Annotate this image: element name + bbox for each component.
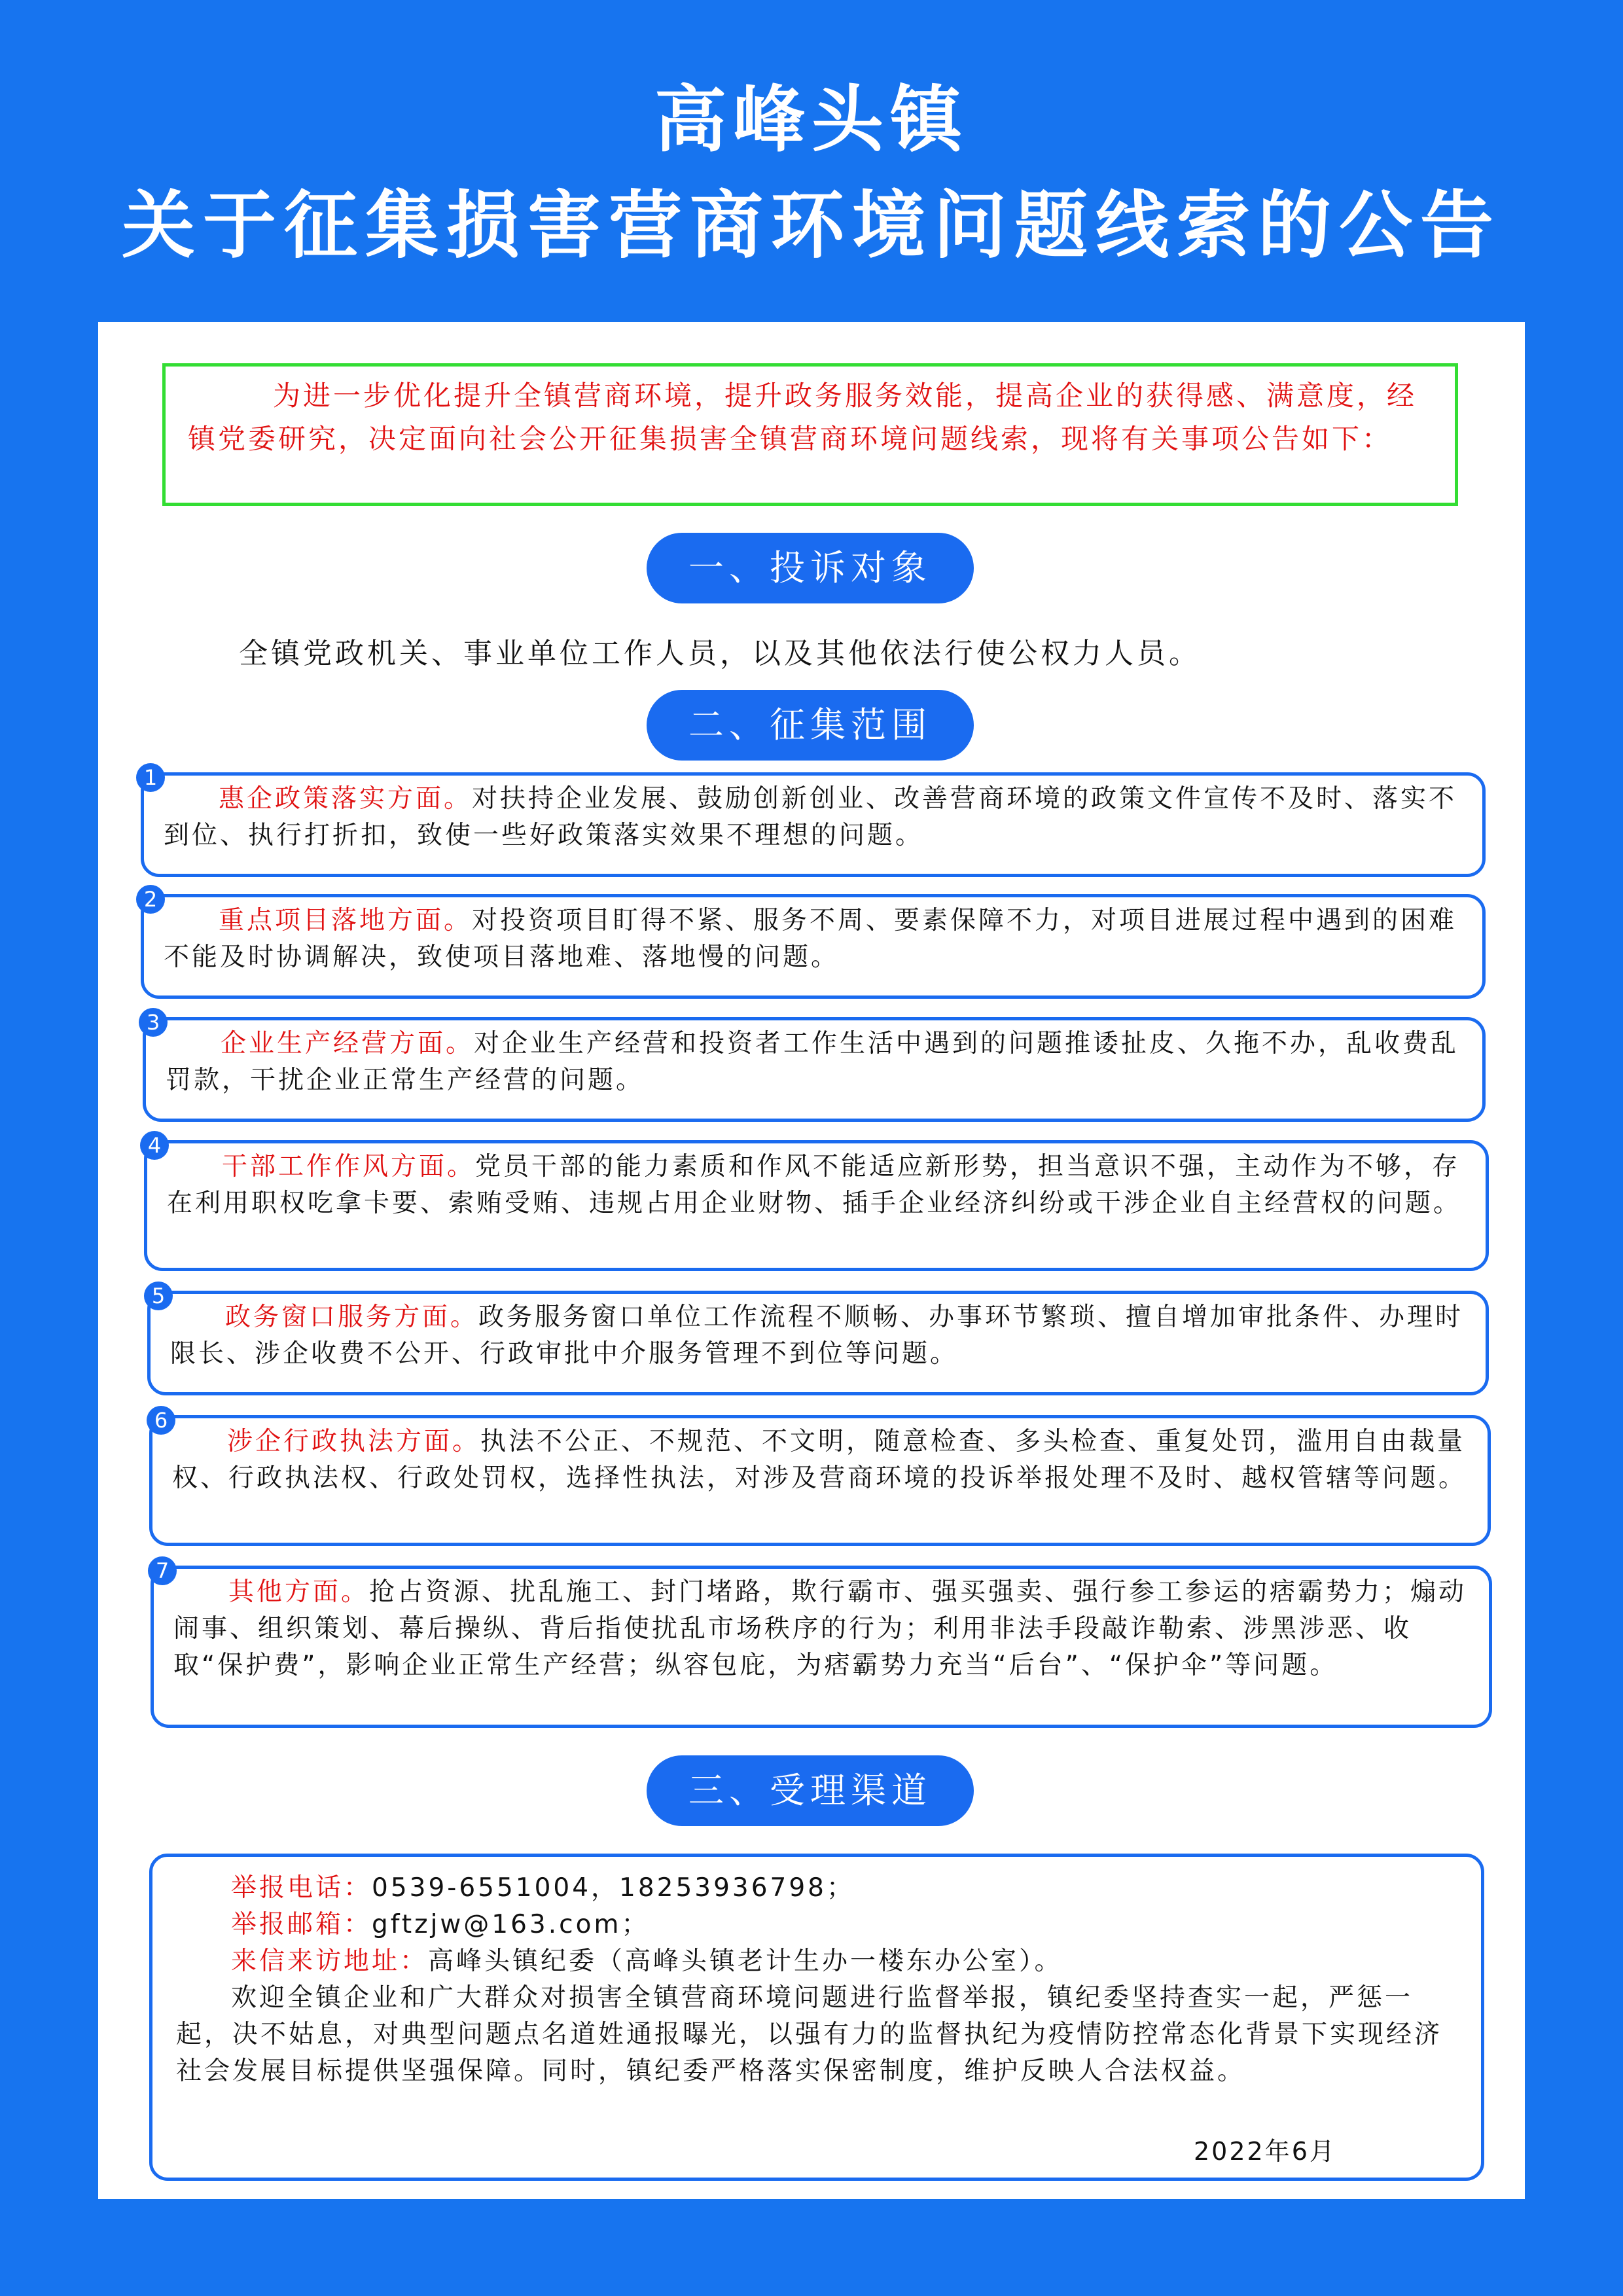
section-heading-targets: 一、投诉对象 [647,533,974,603]
scope-item-title: 重点项目落地方面。 [219,906,473,935]
scope-item [141,894,1486,999]
scope-item-title: 企业生产经营方面。 [221,1029,474,1058]
address-value: 高峰头镇纪委（高峰头镇老计生办一楼东办公室）。 [428,1946,1063,1976]
scope-item-text: 对企业生产经营和投资者工作生活中遇到的问题推诿扯皮、久拖不办，乱收费乱罚款，干扰企业正常生产经营的问题。 [166,1029,1459,1095]
scope-item-text: 政务服务窗口单位工作流程不顺畅、办事环节繁琐、擅自增加审批条件、办理时限长、涉企收费不公开、行政审批中介服务管理不到位等问题。 [170,1302,1464,1369]
title-town: 高峰头镇 [654,77,969,162]
item-number-badge: 3 [139,1008,168,1037]
scope-item [141,772,1486,877]
closing-paragraph [176,1980,1455,2090]
closing-text: 欢迎全镇企业和广大群众对损害全镇营商环境问题进行监督举报，镇纪委坚持查实一起，严惩一起，决不姑息，对典型问题点名道姓通报曝光，以强有力的监督执纪为疫情防控常态化背景下实现经济社会发展目标提供坚强保障。同时，镇纪委严格落实保密制度，维护反映人合法权益。 [176,1983,1443,2086]
issue-date: 2022年6月 [1194,2137,1336,2166]
scope-item [144,1140,1489,1271]
scope-item [151,1566,1492,1728]
item-number-badge: 7 [148,1556,177,1585]
scope-item [147,1291,1489,1395]
scope-item-title: 其他方面。 [228,1577,370,1607]
item-number-badge: 1 [136,763,165,792]
scope-item-text: 对扶持企业发展、鼓励创新创业、改善营商环境的政策文件宣传不及时、落实不到位、执行打折扣，致使一些好政策落实效果不理想的问题。 [164,784,1457,850]
email-value: gftzjw@163.com； [372,1910,650,1939]
email-row [176,1907,1455,1943]
intro-box [162,363,1458,506]
scope-item-title: 政务窗口服务方面。 [225,1302,479,1332]
item-number-badge: 4 [140,1131,169,1160]
scope-item [143,1017,1486,1122]
title-announcement: 关于征集损害营商环境问题线索的公告 [122,183,1501,268]
section-heading-scope: 二、征集范围 [647,690,974,761]
item-number-badge: 6 [147,1406,175,1435]
phone-label: 举报电话： [231,1873,372,1903]
phone-value: 0539-6551004，18253936798； [372,1873,855,1903]
section-heading-channels: 三、受理渠道 [647,1755,974,1826]
address-label: 来信来访地址： [231,1946,429,1976]
phone-row [176,1870,1455,1907]
item-number-badge: 2 [136,885,165,914]
scope-item-title: 涉企行政执法方面。 [227,1427,481,1456]
scope-item-text: 抢占资源、扰乱施工、封门堵路，欺行霸市、强买强卖、强行参工参运的痞霸势力；煽动闹事、组织策划、幕后操纵、背后指使扰乱市场秩序的行为；利用非法手段敲诈勒索、涉黑涉恶、收取“保护费”，影响企业正常生产经营；纵容包庇，为痞霸势力充当“后台”、“保护伞”等问题。 [173,1577,1467,1680]
scope-item [149,1415,1491,1546]
scope-item-text: 党员干部的能力素质和作风不能适应新形势，担当意识不强，主动作为不够，存在利用职权吃拿卡要、索贿受贿、违规占用企业财物、插手企业经济纠纷或干涉企业自主经营权的问题。 [167,1152,1462,1218]
intro-text: 为进一步优化提升全镇营商环境，提升政务服务效能，提高企业的获得感、满意度，经镇党委研究，决定面向社会公开征集损害全镇营商环境问题线索，现将有关事项公告如下： [188,380,1418,455]
targets-text: 全镇党政机关、事业单位工作人员，以及其他依法行使公权力人员。 [239,637,1201,670]
address-row [176,1943,1455,1980]
scope-item-text: 对投资项目盯得不紧、服务不周、要素保障不力，对项目进展过程中遇到的困难不能及时协调解决，致使项目落地难、落地慢的问题。 [164,906,1457,972]
email-label: 举报邮箱： [231,1910,372,1939]
item-number-badge: 5 [144,1282,173,1310]
scope-item-title: 惠企政策落实方面。 [219,784,473,814]
scope-item-text: 执法不公正、不规范、不文明，随意检查、多头检查、重复处罚，滥用自由裁量权、行政执法权、行政处罚权，选择性执法，对涉及营商环境的投诉举报处理不及时、越权管辖等问题。 [172,1427,1467,1493]
scope-item-title: 干部工作作风方面。 [222,1152,476,1181]
